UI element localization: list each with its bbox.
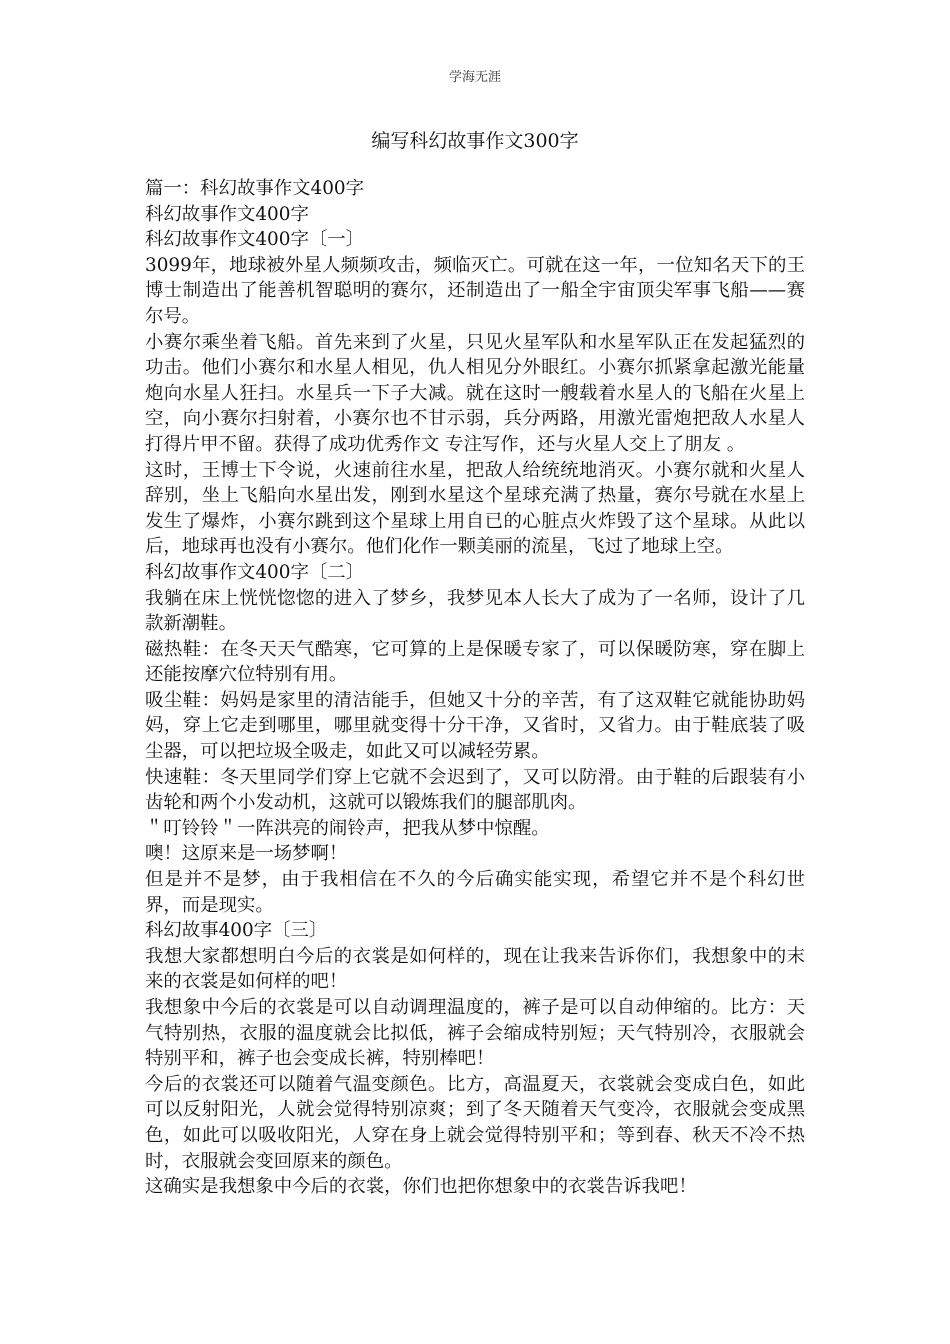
paragraph: 今后的衣裳还可以随着气温变颜色。比方，高温夏天，衣裳就会变成白色，如此可以反射阳光，人就会觉得特别凉爽；到了冬天随着天气变冷，衣服就会变成黑色，如此可以吸收阳光，人穿在身上就会觉得特别平和；等到春、秋天不冷不热时，衣服就会变回原来的颜色。	[145, 1073, 805, 1172]
paragraph: 科幻故事作文400字〔二〕	[145, 561, 365, 583]
paragraph: 小赛尔乘坐着飞船。首先来到了火星，只见火星军队和水星军队正在发起猛烈的功击。他们小赛尔和水星人相见，仇人相见分外眼红。小赛尔抓紧拿起激光能量炮向水星人狂扫。水星兵一下子大减。就在这时一艘载着水星人的飞船在火星上空，向小赛尔扫射着，小赛尔也不甘示弱，兵分两路，用激光雷炮把敌人水星人打得片甲不留。获得了成功优秀作文 专注写作，还与火星人交上了朋友 。	[145, 331, 805, 455]
paragraph: 这时，王博士下令说，火速前往水星，把敌人给统统地消灭。小赛尔就和火星人辞别，坐上飞船向水星出发，刚到水星这个星球充满了热量，赛尔号就在水星上发生了爆炸，小赛尔跳到这个星球上用自已的心脏点火炸毁了这个星球。从此以后，地球再也没有小赛尔。他们化作一颗美丽的流星，飞过了地球上空。	[145, 459, 805, 558]
paragraph: 我想大家都想明白今后的衣裳是如何样的，现在让我来告诉你们，我想象中的末来的衣裳是如何样的吧！	[145, 945, 805, 993]
paragraph: 科幻故事作文400字〔一〕	[145, 229, 365, 251]
paragraph: 磁热鞋：在冬天天气酷寒，它可算的上是保暖专家了，可以保暖防寒，穿在脚上还能按摩穴位特别有用。	[145, 638, 805, 686]
document-title: 编写科幻故事作文300字	[371, 130, 579, 152]
page-header: 学海无涯	[448, 70, 501, 85]
paragraph: 但是并不是梦，由于我相信在不久的今后确实能实现，希望它并不是个科幻世界，而是现实。	[145, 869, 805, 916]
paragraph: 篇一：科幻故事作文400字	[145, 178, 365, 199]
paragraph: 这确实是我想象中今后的衣裳，你们也把你想象中的衣裳告诉我吧！	[145, 1176, 697, 1198]
paragraph: 3099年，地球被外星人频频攻击，频临灭亡。可就在这一年，一位知名天下的王博士制造出了能善机智聪明的赛尔，还制造出了一船全宇宙顶尖军事飞船——赛尔号。	[145, 254, 805, 327]
paragraph: 吸尘鞋：妈妈是家里的清洁能手，但她又十分的辛苦，有了这双鞋它就能协助妈妈，穿上它走到哪里，哪里就变得十分干净，又省时，又省力。由于鞋底装了吸尘器，可以把垃圾全吸走，如此又可以减轻劳累。	[145, 689, 805, 763]
paragraph: 快速鞋：冬天里同学们穿上它就不会迟到了，又可以防滑。由于鞋的后跟装有小齿轮和两个小发动机，这就可以锻炼我们的腿部肌肉。	[145, 766, 805, 814]
paragraph: ＂叮铃铃＂一阵洪亮的闹铃声，把我从梦中惊醒。	[145, 817, 550, 839]
paragraph: 我躺在床上恍恍惚惚的进入了梦乡，我梦见本人长大了成为了一名师，设计了几款新潮鞋。	[145, 587, 805, 635]
paragraph: 科幻故事作文400字	[145, 203, 309, 225]
paragraph: 噢！这原来是一场梦啊！	[145, 843, 348, 865]
document-body	[145, 176, 805, 1200]
paragraph: 我想象中今后的衣裳是可以自动调理温度的，裤子是可以自动伸缩的。比方：天气特别热，衣服的温度就会比拟低，裤子会缩成特别短；天气特别冷，衣服就会特别平和，裤子也会变成长裤，特别棒吧！	[145, 997, 805, 1070]
paragraph: 科幻故事400字〔三〕	[145, 920, 328, 942]
